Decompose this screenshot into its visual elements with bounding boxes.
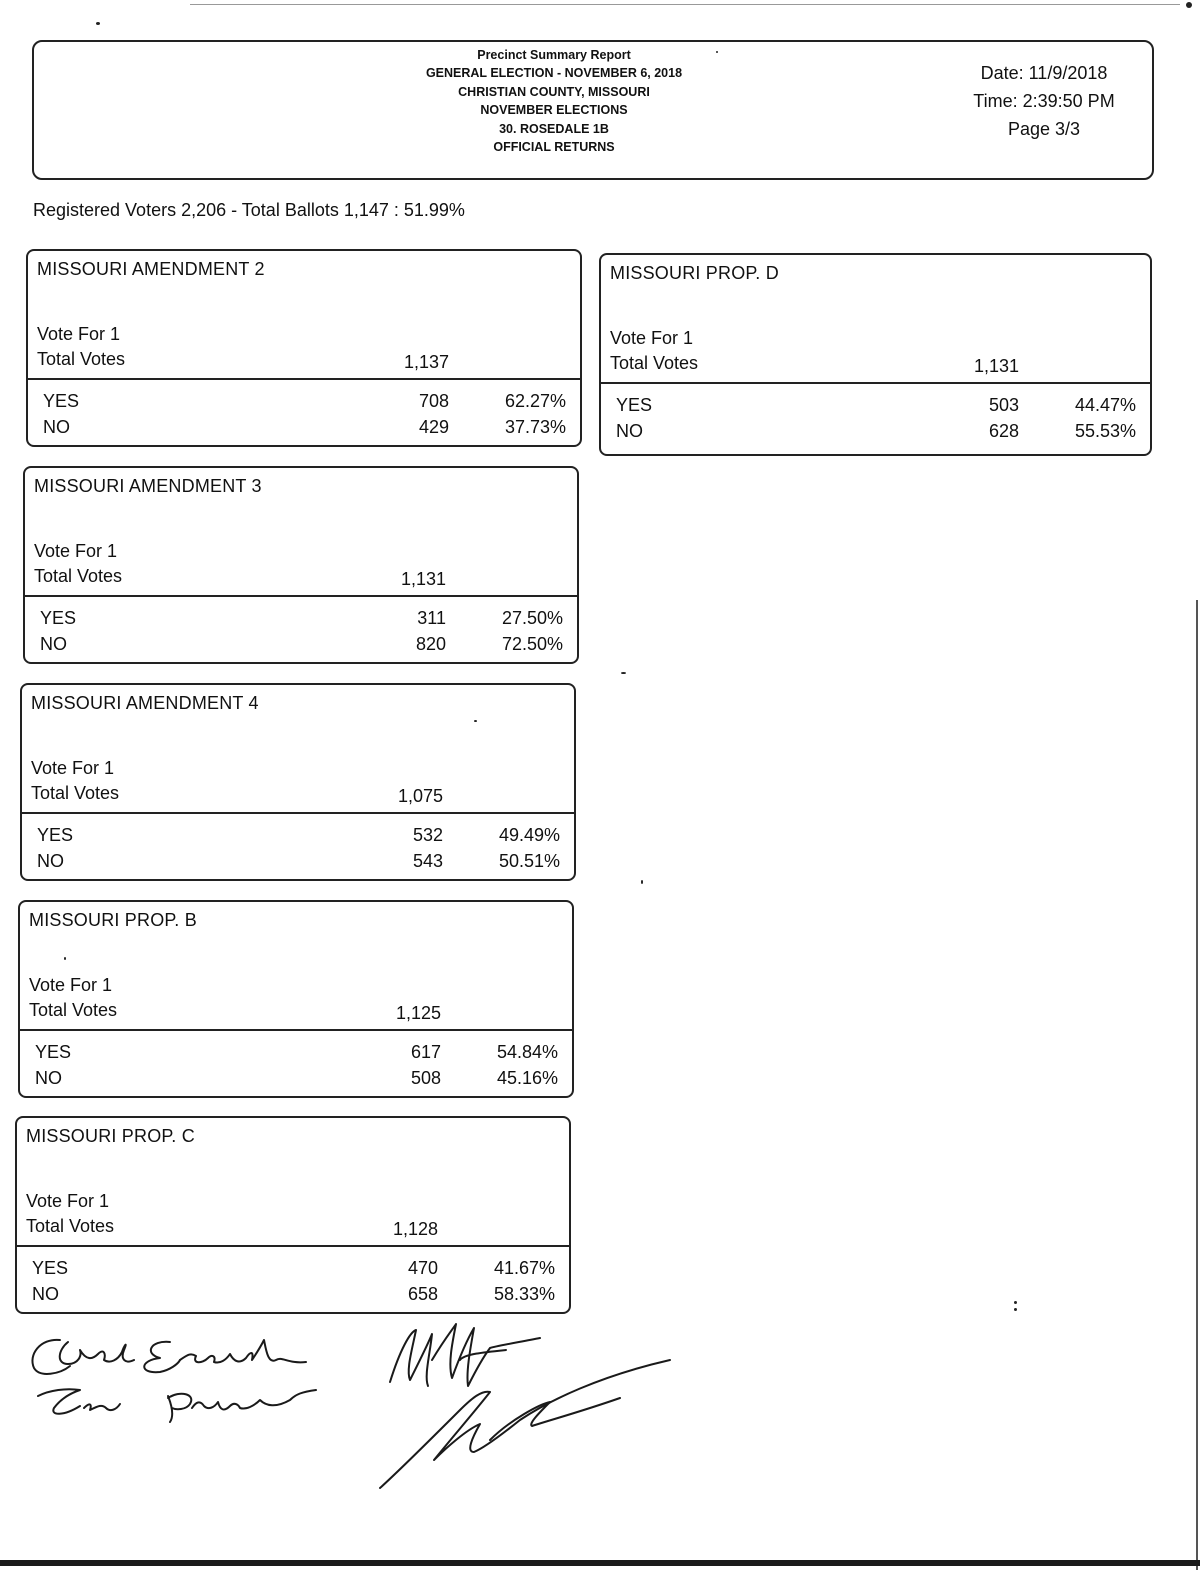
vote-percent: 37.73% — [504, 417, 566, 437]
divider — [28, 378, 580, 380]
result-row-no — [35, 1068, 558, 1094]
contest-title: MISSOURI AMENDMENT 2 — [37, 259, 265, 279]
choice-label: NO — [35, 1068, 62, 1088]
scan-top-edge — [0, 0, 1200, 8]
total-votes-label: Total Votes — [29, 1000, 118, 1020]
contest-title: MISSOURI AMENDMENT 3 — [34, 476, 262, 496]
vote-count: 503 — [988, 395, 1019, 415]
vote-percent: 41.67% — [493, 1258, 555, 1278]
vote-count: 470 — [407, 1258, 438, 1278]
vote-count: 820 — [415, 634, 446, 654]
vote-for-label: Vote For 1 — [29, 975, 113, 995]
page-number: Page 3/3 — [1007, 119, 1081, 139]
vote-count: 708 — [418, 391, 449, 411]
result-row-no — [37, 851, 560, 877]
report-time: Time: 2:39:50 PM — [973, 91, 1115, 111]
contest-box — [599, 253, 1152, 456]
contest-title: MISSOURI PROP. B — [29, 910, 197, 930]
vote-percent: 54.84% — [496, 1042, 558, 1062]
total-votes-value: 1,075 — [397, 786, 443, 806]
contest-box — [18, 900, 574, 1098]
vote-percent: 50.51% — [498, 851, 560, 871]
vote-for-label: Vote For 1 — [34, 541, 118, 561]
total-votes-value: 1,131 — [400, 569, 446, 589]
signatures-image — [20, 1320, 680, 1500]
report-date: Date: 11/9/2018 — [980, 63, 1108, 83]
contest-title: MISSOURI PROP. D — [610, 263, 779, 283]
returns-label: OFFICIAL RETURNS — [493, 140, 615, 155]
total-votes-label: Total Votes — [34, 566, 123, 586]
choice-label: YES — [37, 825, 74, 845]
total-votes-label: Total Votes — [31, 783, 120, 803]
choice-label: YES — [616, 395, 653, 415]
result-row-no — [32, 1284, 555, 1310]
vote-count: 617 — [410, 1042, 441, 1062]
vote-percent: 55.53% — [1074, 421, 1136, 441]
county-name: CHRISTIAN COUNTY, MISSOURI — [458, 84, 650, 99]
choice-label: YES — [43, 391, 80, 411]
divider — [20, 1029, 572, 1031]
report-header — [32, 40, 1154, 180]
vote-for-label: Vote For 1 — [37, 324, 121, 344]
result-row-no — [616, 421, 1136, 447]
vote-percent: 49.49% — [498, 825, 560, 845]
choice-label: NO — [616, 421, 643, 441]
vote-for-label: Vote For 1 — [26, 1191, 110, 1211]
contest-box — [26, 249, 582, 447]
vote-count: 532 — [412, 825, 443, 845]
result-row-yes — [40, 608, 563, 634]
choice-label: NO — [40, 634, 67, 654]
total-votes-value: 1,137 — [403, 352, 449, 372]
vote-percent: 45.16% — [496, 1068, 558, 1088]
total-votes-value: 1,131 — [973, 356, 1019, 376]
vote-percent: 27.50% — [501, 608, 563, 628]
vote-count: 311 — [417, 608, 446, 628]
divider — [17, 1245, 569, 1247]
total-votes-label: Total Votes — [26, 1216, 115, 1236]
vote-count: 543 — [412, 851, 443, 871]
vote-percent: 72.50% — [501, 634, 563, 654]
result-row-yes — [616, 395, 1136, 421]
result-row-no — [43, 417, 566, 443]
scan-bottom-edge — [0, 1560, 1200, 1566]
vote-for-label: Vote For 1 — [610, 328, 694, 348]
contest-box — [23, 466, 579, 664]
choice-label: YES — [35, 1042, 72, 1062]
contest-title: MISSOURI AMENDMENT 4 — [31, 693, 259, 713]
total-votes-label: Total Votes — [610, 353, 699, 373]
choice-label: NO — [37, 851, 64, 871]
total-votes-value: 1,125 — [395, 1003, 441, 1023]
header-meta — [944, 59, 1144, 143]
vote-percent: 58.33% — [493, 1284, 555, 1304]
election-name: GENERAL ELECTION - NOVEMBER 6, 2018 — [425, 66, 683, 81]
result-row-yes — [37, 825, 560, 851]
contest-box — [20, 683, 576, 881]
contest-box — [15, 1116, 571, 1314]
divider — [601, 382, 1150, 384]
vote-percent: 62.27% — [504, 391, 566, 411]
divider — [22, 812, 574, 814]
vote-count: 628 — [988, 421, 1019, 441]
scan-right-edge — [1196, 600, 1198, 1570]
total-votes-label: Total Votes — [37, 349, 126, 369]
result-row-yes — [43, 391, 566, 417]
contest-title: MISSOURI PROP. C — [26, 1126, 195, 1146]
choice-label: NO — [43, 417, 70, 437]
elections-label: NOVEMBER ELECTIONS — [480, 103, 628, 118]
vote-count: 508 — [410, 1068, 441, 1088]
choice-label: NO — [32, 1284, 59, 1304]
choice-label: YES — [40, 608, 77, 628]
result-row-yes — [35, 1042, 558, 1068]
report-title: Precinct Summary Report — [477, 48, 631, 62]
vote-for-label: Vote For 1 — [31, 758, 115, 778]
result-row-no — [40, 634, 563, 660]
precinct-name: 30. ROSEDALE 1B — [499, 121, 609, 136]
divider — [25, 595, 577, 597]
total-votes-value: 1,128 — [392, 1219, 438, 1239]
vote-count: 658 — [407, 1284, 438, 1304]
turnout-summary: Registered Voters 2,206 - Total Ballots 1,147 : 51.99% — [33, 200, 465, 220]
vote-count: 429 — [418, 417, 449, 437]
header-titles — [354, 46, 754, 156]
result-row-yes — [32, 1258, 555, 1284]
choice-label: YES — [32, 1258, 69, 1278]
vote-percent: 44.47% — [1074, 395, 1136, 415]
